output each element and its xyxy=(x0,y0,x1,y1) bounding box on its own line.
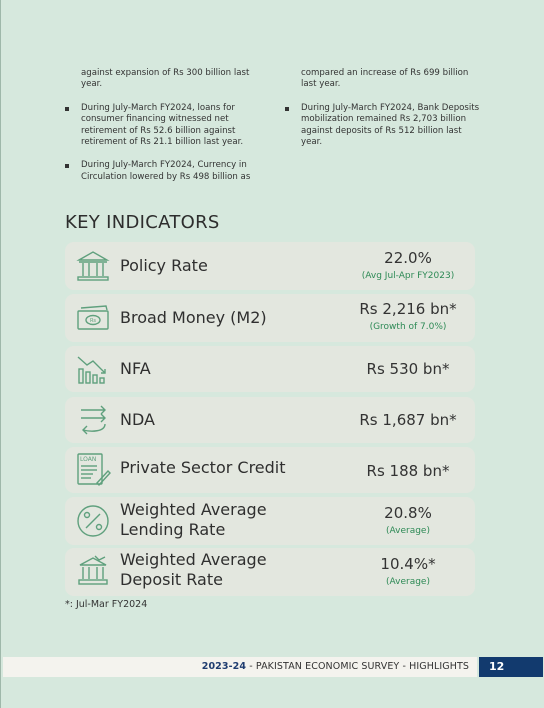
indicator-label-line: Weighted Average xyxy=(120,500,267,519)
indicator-value-group xyxy=(333,411,483,430)
indicator-note: (Growth of 7.0%) xyxy=(369,322,447,332)
indicator-value-group xyxy=(333,300,483,333)
indicator-value: 10.4%* xyxy=(380,555,436,573)
indicator-label xyxy=(120,500,267,540)
paragraph-continuation: compared an increase of Rs 699 billion last year. xyxy=(301,68,469,90)
banknotes-icon xyxy=(75,300,111,336)
percent-circle-icon xyxy=(75,503,111,539)
indicator-value: Rs 188 bn* xyxy=(366,462,450,480)
bullet-item: During July-March FY2024, Bank Deposits mobilization remained Rs 2,703 billion against deposits of Rs 512 billion last year. xyxy=(285,103,480,149)
indicator-card-deposit-rate xyxy=(65,548,475,596)
bank-building-icon xyxy=(75,248,111,284)
indicator-label: NDA xyxy=(120,410,155,429)
indicator-value: 22.0% xyxy=(384,249,432,267)
indicator-label: NFA xyxy=(120,359,151,378)
loan-document-icon xyxy=(75,451,111,487)
indicator-card-lending-rate xyxy=(65,497,475,545)
footer-publication: - PAKISTAN ECONOMIC SURVEY - HIGHLIGHTS xyxy=(246,661,469,672)
text-column-right xyxy=(285,68,480,160)
indicator-value-group xyxy=(333,504,483,537)
indicator-label-line: Lending Rate xyxy=(120,520,226,539)
deposit-hand-icon xyxy=(75,553,111,589)
bullet-item: During July-March FY2024, loans for consumer financing witnessed net retirement of Rs 52.6 billion against retirement of Rs 21.1 billion last year. xyxy=(65,103,255,149)
page-number: 12 xyxy=(479,657,543,677)
footer-title xyxy=(202,661,469,672)
indicator-value-group xyxy=(333,360,483,379)
text-column-left xyxy=(65,68,255,195)
footer-year: 2023-24 xyxy=(201,661,247,672)
bullet-item: During July-March FY2024, Currency in Circulation lowered by Rs 498 billion as xyxy=(65,160,255,183)
indicator-card-nda xyxy=(65,397,475,443)
svg-text:Rs: Rs xyxy=(89,318,97,324)
indicator-value-group xyxy=(333,249,483,282)
indicator-note: (Average) xyxy=(386,526,430,536)
declining-bar-chart-icon xyxy=(75,351,111,387)
svg-text:LOAN: LOAN xyxy=(80,456,97,463)
indicator-note: (Avg Jul-Apr FY2023) xyxy=(361,271,455,281)
indicator-label: Broad Money (M2) xyxy=(120,308,267,327)
indicator-card-nfa xyxy=(65,346,475,392)
indicator-value-group xyxy=(333,555,483,588)
indicator-label-line: Weighted Average xyxy=(120,550,267,569)
indicator-label-line: Deposit Rate xyxy=(120,570,223,589)
paragraph-continuation: against expansion of Rs 300 billion last year. xyxy=(81,68,250,90)
indicator-card-broad-money xyxy=(65,294,475,342)
indicator-card-policy-rate xyxy=(65,242,475,290)
indicator-value: Rs 1,687 bn* xyxy=(359,411,457,429)
indicator-value: 20.8% xyxy=(384,504,432,522)
footer-bar xyxy=(3,657,477,677)
indicator-value-group xyxy=(333,462,483,481)
indicator-label xyxy=(120,550,267,590)
indicator-note: (Average) xyxy=(386,577,430,587)
indicator-label: Private Sector Credit xyxy=(120,458,286,477)
footnote: *: Jul-Mar FY2024 xyxy=(65,599,148,610)
exchange-arrows-icon xyxy=(75,402,111,438)
indicator-card-private-sector-credit xyxy=(65,447,475,493)
indicator-value: Rs 2,216 bn* xyxy=(359,300,457,318)
section-title: KEY INDICATORS xyxy=(65,212,220,233)
indicator-value: Rs 530 bn* xyxy=(366,360,450,378)
indicator-label: Policy Rate xyxy=(120,256,208,275)
